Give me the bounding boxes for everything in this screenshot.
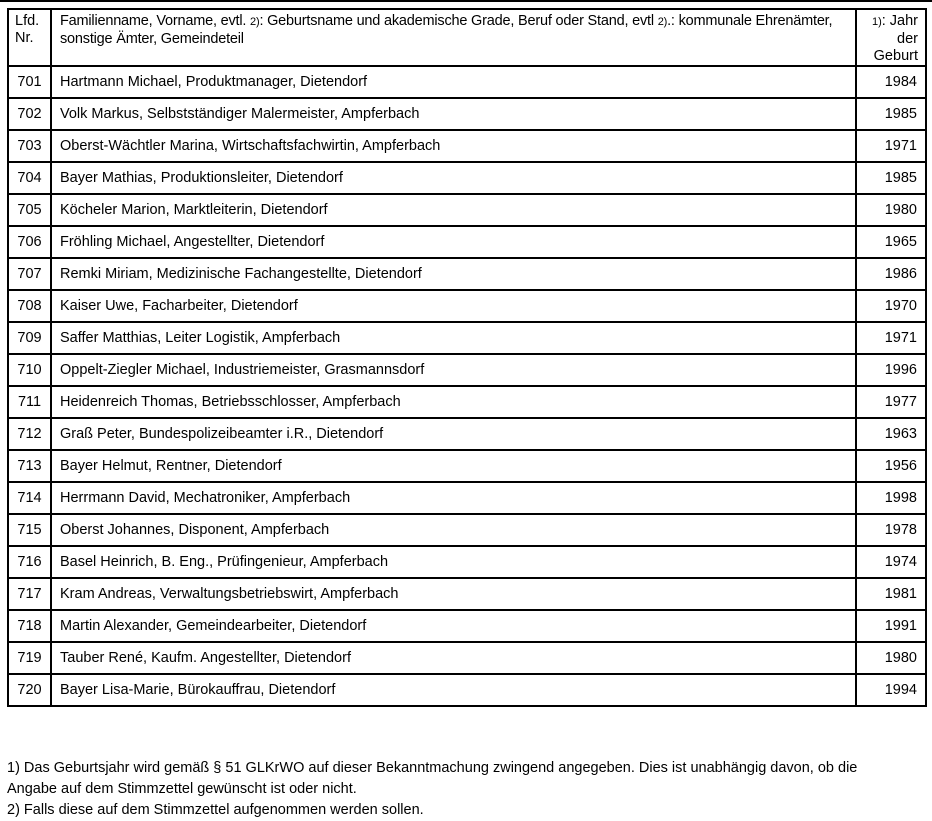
table-row bbox=[8, 194, 926, 226]
row-name: Volk Markus, Selbstständiger Malermeister, Ampferbach bbox=[51, 98, 856, 130]
header-name-text-1: Familienname, Vorname, evtl. bbox=[60, 13, 251, 29]
row-name: Remki Miriam, Medizinische Fachangestellte, Dietendorf bbox=[51, 258, 856, 290]
row-name: Köcheler Marion, Marktleiterin, Dietendorf bbox=[51, 194, 856, 226]
footnotes bbox=[7, 758, 877, 821]
table-row bbox=[8, 226, 926, 258]
row-name: Bayer Helmut, Rentner, Dietendorf bbox=[51, 450, 856, 482]
row-number: 715 bbox=[8, 514, 51, 546]
row-number: 716 bbox=[8, 546, 51, 578]
row-number: 711 bbox=[8, 386, 51, 418]
row-number: 717 bbox=[8, 578, 51, 610]
row-name: Graß Peter, Bundespolizeibeamter i.R., Dietendorf bbox=[51, 418, 856, 450]
table-row bbox=[8, 386, 926, 418]
header-name-text-3: .: kommunale Ehrenämter, sonstige Ämter, Gemeindeteil bbox=[60, 13, 833, 47]
row-name: Kram Andreas, Verwaltungsbetriebswirt, Ampferbach bbox=[51, 578, 856, 610]
row-number: 709 bbox=[8, 322, 51, 354]
row-name: Saffer Matthias, Leiter Logistik, Ampferbach bbox=[51, 322, 856, 354]
footnote-2: 2) Falls diese auf dem Stimmzettel aufgenommen werden sollen. bbox=[7, 802, 424, 818]
row-name: Heidenreich Thomas, Betriebsschlosser, Ampferbach bbox=[51, 386, 856, 418]
row-name: Bayer Mathias, Produktionsleiter, Dietendorf bbox=[51, 162, 856, 194]
row-year: 1998 bbox=[856, 482, 926, 514]
table-row bbox=[8, 642, 926, 674]
row-year: 1996 bbox=[856, 354, 926, 386]
row-number: 714 bbox=[8, 482, 51, 514]
row-year: 1956 bbox=[856, 450, 926, 482]
page-top-rule bbox=[0, 0, 932, 2]
header-lfd-nr: Lfd. Nr. bbox=[8, 9, 51, 66]
row-number: 718 bbox=[8, 610, 51, 642]
row-number: 706 bbox=[8, 226, 51, 258]
table-row bbox=[8, 546, 926, 578]
row-year: 1986 bbox=[856, 258, 926, 290]
row-year: 1985 bbox=[856, 162, 926, 194]
row-year: 1977 bbox=[856, 386, 926, 418]
row-number: 708 bbox=[8, 290, 51, 322]
announcement-document bbox=[7, 8, 925, 821]
row-name: Bayer Lisa-Marie, Bürokauffrau, Dietendorf bbox=[51, 674, 856, 706]
table-row bbox=[8, 130, 926, 162]
table-row bbox=[8, 98, 926, 130]
row-name: Martin Alexander, Gemeindearbeiter, Dietendorf bbox=[51, 610, 856, 642]
table-header-row bbox=[8, 9, 926, 66]
footnote-ref-2-icon: 2) bbox=[250, 16, 260, 28]
footnote-1: 1) Das Geburtsjahr wird gemäß § 51 GLKrWO auf dieser Bekanntmachung zwingend angegeben. Dies ist unabhängig davon, ob die Angabe auf dem Stimmzettel gewünscht ist oder nicht. bbox=[7, 760, 858, 797]
row-name: Fröhling Michael, Angestellter, Dietendorf bbox=[51, 226, 856, 258]
row-number: 704 bbox=[8, 162, 51, 194]
row-year: 1974 bbox=[856, 546, 926, 578]
row-year: 1981 bbox=[856, 578, 926, 610]
header-name-beruf-gemeindeteil bbox=[51, 9, 856, 66]
row-name: Herrmann David, Mechatroniker, Ampferbach bbox=[51, 482, 856, 514]
table-row bbox=[8, 162, 926, 194]
row-year: 1984 bbox=[856, 66, 926, 98]
table-row bbox=[8, 610, 926, 642]
row-name: Basel Heinrich, B. Eng., Prüfingenieur, Ampferbach bbox=[51, 546, 856, 578]
row-year: 1971 bbox=[856, 130, 926, 162]
row-year: 1980 bbox=[856, 642, 926, 674]
table-row bbox=[8, 674, 926, 706]
row-year: 1978 bbox=[856, 514, 926, 546]
row-number: 720 bbox=[8, 674, 51, 706]
row-year: 1985 bbox=[856, 98, 926, 130]
row-number: 713 bbox=[8, 450, 51, 482]
table-row bbox=[8, 258, 926, 290]
row-name: Hartmann Michael, Produktmanager, Dietendorf bbox=[51, 66, 856, 98]
row-name: Oppelt-Ziegler Michael, Industriemeister, Grasmannsdorf bbox=[51, 354, 856, 386]
row-number: 701 bbox=[8, 66, 51, 98]
row-number: 712 bbox=[8, 418, 51, 450]
row-name: Kaiser Uwe, Facharbeiter, Dietendorf bbox=[51, 290, 856, 322]
table-row bbox=[8, 578, 926, 610]
header-jahr-der-geburt bbox=[856, 9, 926, 66]
row-year: 1970 bbox=[856, 290, 926, 322]
header-year-text: : Jahr der Geburt bbox=[873, 13, 918, 64]
table-row bbox=[8, 290, 926, 322]
row-name: Oberst Johannes, Disponent, Ampferbach bbox=[51, 514, 856, 546]
table-row bbox=[8, 418, 926, 450]
row-year: 1963 bbox=[856, 418, 926, 450]
row-number: 710 bbox=[8, 354, 51, 386]
row-year: 1980 bbox=[856, 194, 926, 226]
row-number: 719 bbox=[8, 642, 51, 674]
table-row bbox=[8, 66, 926, 98]
footnote-ref-2-icon: 2) bbox=[657, 16, 668, 28]
row-year: 1994 bbox=[856, 674, 926, 706]
row-number: 707 bbox=[8, 258, 51, 290]
table-body bbox=[8, 66, 926, 706]
table-row bbox=[8, 322, 926, 354]
header-name-text-2: : Geburtsname und akademische Grade, Beruf oder Stand, evtl bbox=[259, 13, 658, 29]
footnote-ref-1-icon: 1) bbox=[871, 16, 882, 28]
row-year: 1991 bbox=[856, 610, 926, 642]
candidate-table bbox=[7, 8, 927, 707]
table-row bbox=[8, 514, 926, 546]
table-row bbox=[8, 482, 926, 514]
row-name: Tauber René, Kaufm. Angestellter, Dietendorf bbox=[51, 642, 856, 674]
row-year: 1971 bbox=[856, 322, 926, 354]
row-year: 1965 bbox=[856, 226, 926, 258]
row-number: 703 bbox=[8, 130, 51, 162]
row-number: 702 bbox=[8, 98, 51, 130]
row-name: Oberst-Wächtler Marina, Wirtschaftsfachwirtin, Ampferbach bbox=[51, 130, 856, 162]
table-row bbox=[8, 354, 926, 386]
row-number: 705 bbox=[8, 194, 51, 226]
table-row bbox=[8, 450, 926, 482]
